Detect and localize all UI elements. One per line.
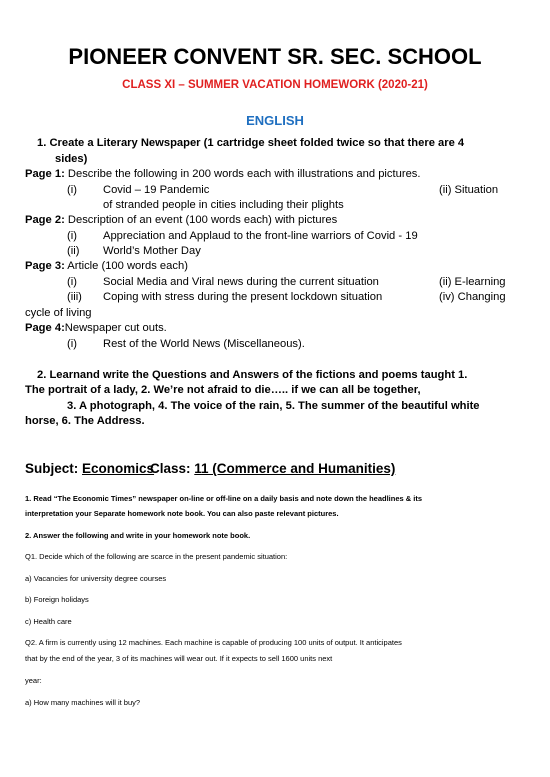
- p2-ii-num: (ii): [67, 245, 80, 257]
- english-item2-line1: 2. Learnand write the Questions and Answers of the fictions and poems taught 1.: [37, 369, 468, 381]
- p3-iv-text: (iv) Changing: [439, 291, 506, 303]
- p1-i-text: Covid – 19 Pandemic: [103, 184, 210, 196]
- p3-continuation: cycle of living: [25, 307, 92, 319]
- english-item1-line2: sides): [55, 153, 88, 165]
- eco-q2-line1: Q2. A firm is currently using 12 machines. Each machine is capable of producing 100 units of output. It anticipates: [25, 638, 402, 647]
- page1-line: [25, 168, 421, 180]
- eco-instruction1-line1: 1. Read “The Economic Times” newspaper on-line or off-line on a daily basis and note down the headlines & its: [25, 494, 423, 503]
- subject-label: Subject:: [25, 461, 83, 476]
- school-name: PIONEER CONVENT SR. SEC. SCHOOL: [68, 44, 482, 69]
- english-heading: ENGLISH: [246, 113, 304, 128]
- english-item2-line3: 3. A photograph, 4. The voice of the rain, 5. The summer of the beautiful white: [67, 400, 480, 412]
- p3-iii-text: Coping with stress during the present lockdown situation: [103, 291, 383, 303]
- page3-line: [25, 260, 188, 272]
- page2-text: Description of an event (100 words each) with pictures: [64, 214, 338, 226]
- p3-i-num: (i): [67, 276, 77, 288]
- p4-i-text: Rest of the World News (Miscellaneous).: [103, 338, 305, 350]
- page1-label: Page 1:: [25, 168, 65, 180]
- page4-text: Newspaper cut outs.: [64, 322, 167, 334]
- p4-i-num: (i): [67, 338, 77, 350]
- eco-q1-c: c) Health care: [25, 617, 72, 626]
- subject-value: Economics: [82, 461, 155, 476]
- page3-label: Page 3:: [25, 260, 65, 272]
- p2-i-text: Appreciation and Applaud to the front-line warriors of Covid - 19: [103, 230, 418, 242]
- eco-q2-line2: that by the end of the year, 3 of its machines will wear out. If it expects to sell 1600 units next: [25, 654, 333, 663]
- p3-i-text: Social Media and Viral news during the current situation: [103, 276, 379, 288]
- economics-class-line: [150, 461, 395, 476]
- eco-q1-b: b) Foreign holidays: [25, 595, 89, 604]
- eco-q2-line3: year:: [25, 676, 42, 685]
- p2-ii-text: World’s Mother Day: [103, 245, 201, 257]
- page2-label: Page 2:: [25, 214, 65, 226]
- eco-q1: Q1. Decide which of the following are scarce in the present pandemic situation:: [25, 552, 288, 561]
- class-value: 11 (Commerce and Humanities): [194, 461, 396, 476]
- english-item2-line2: The portrait of a lady, 2. We’re not afraid to die….. if we can all be together,: [25, 384, 421, 396]
- eco-q2-a: a) How many machines will it buy?: [25, 698, 141, 707]
- economics-subject-line: [25, 461, 154, 476]
- p1-continuation: of stranded people in cities including their plights: [103, 199, 344, 211]
- p1-i-num: (i): [67, 184, 77, 196]
- page3-text: Article (100 words each): [64, 260, 188, 272]
- class-label: Class:: [150, 461, 195, 476]
- p3-iii-num: (iii): [67, 291, 82, 303]
- eco-instruction2: 2. Answer the following and write in your homework note book.: [25, 531, 251, 540]
- eco-instruction1-line2: interpretation your Separate homework note book. You can also paste relevant pictures.: [25, 509, 339, 518]
- page1-text: Describe the following in 200 words each with illustrations and pictures.: [64, 168, 421, 180]
- page4-line: [25, 322, 167, 334]
- p1-ii-text: (ii) Situation: [439, 184, 499, 196]
- homework-subtitle: CLASS XI – SUMMER VACATION HOMEWORK (2020-21): [122, 79, 428, 91]
- english-item1-line1: 1. Create a Literary Newspaper (1 cartridge sheet folded twice so that there are 4: [37, 137, 465, 149]
- eco-q1-a: a) Vacancies for university degree courses: [25, 574, 167, 583]
- p3-ii-text: (ii) E-learning: [439, 276, 506, 288]
- p2-i-num: (i): [67, 230, 77, 242]
- page4-label: Page 4:: [25, 322, 65, 334]
- page2-line: [25, 214, 337, 226]
- english-item2-line4: horse, 6. The Address.: [25, 415, 145, 427]
